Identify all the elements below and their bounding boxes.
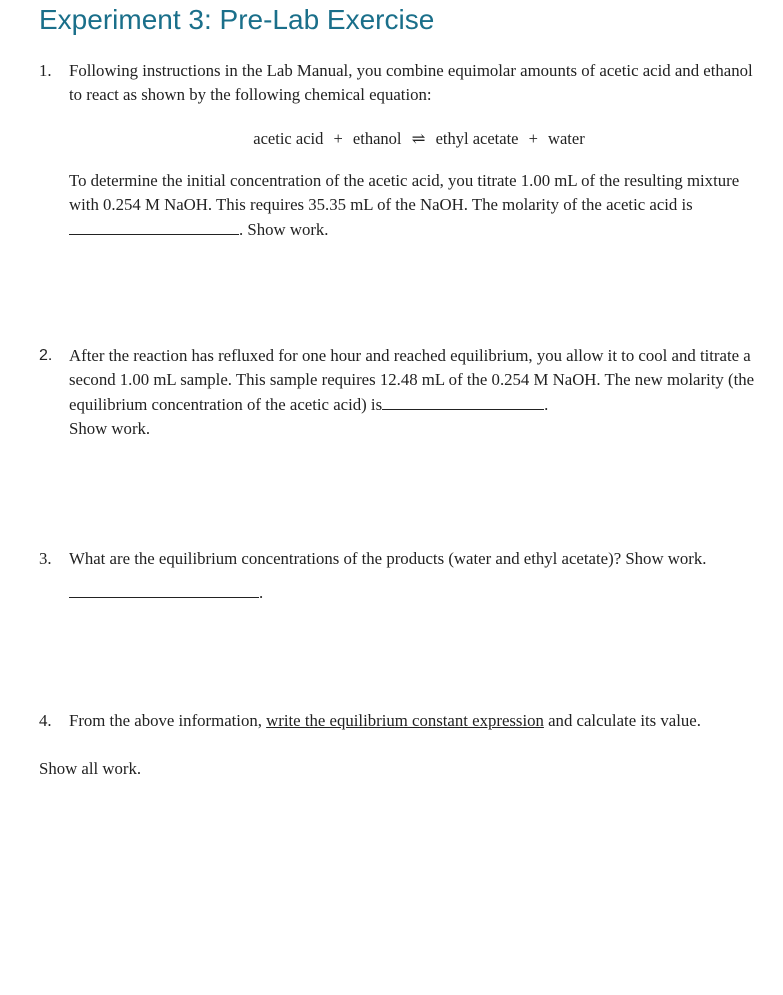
reactant-ethanol: ethanol — [352, 129, 402, 148]
question-text-content: After the reaction has refluxed for one hour and reached equilibrium, you allow it to cool and titrate a second 1.00 mL sample. This sample requires 12.48 mL of the 0.254 M NaOH. The new molarity (the equilibrium concentration of the acetic acid) is — [69, 346, 755, 414]
question-number: 4. — [39, 711, 52, 730]
after-blank-text: . Show work. — [239, 220, 329, 239]
question-number: 2. — [39, 347, 53, 364]
answer-blank[interactable] — [69, 217, 239, 235]
plus-sign: + — [528, 129, 538, 148]
reactant-acetic-acid: acetic acid — [253, 129, 324, 148]
question-4 — [39, 709, 769, 733]
question-body — [69, 59, 769, 242]
answer-line — [69, 580, 769, 605]
question-text — [69, 344, 769, 417]
question-text-content: To determine the initial concentration of the acetic acid, you titrate 1.00 mL of the resulting mixture with 0.254 M NaOH. This requires 35.35 mL of the NaOH. The molarity of the acetic acid is — [69, 171, 740, 214]
question-text — [69, 169, 769, 242]
equilibrium-arrow-icon: ⇌ — [411, 129, 426, 148]
question-text-after: and calculate its value. — [543, 711, 701, 730]
question-intro: Following instructions in the Lab Manual, you combine equimolar amounts of acetic acid and ethanol to react as shown by the following chemical equation: — [69, 61, 753, 104]
question-3 — [39, 547, 769, 605]
question-text-before: From the above information, — [69, 711, 267, 730]
question-body — [69, 344, 769, 441]
product-water: water — [548, 129, 585, 148]
page-title: Experiment 3: Pre-Lab Exercise — [39, 4, 435, 35]
after-blank-text: . — [259, 583, 264, 602]
chemical-equation — [69, 127, 769, 151]
after-blank-text: . — [544, 395, 549, 414]
show-work-label: Show work. — [69, 419, 151, 438]
question-text: What are the equilibrium concentrations of the products (water and ethyl acetate)? Show work. — [69, 549, 707, 568]
question-number: 3. — [39, 549, 52, 568]
question-2 — [39, 344, 769, 441]
answer-blank[interactable] — [382, 392, 544, 410]
question-body — [69, 709, 769, 733]
product-ethyl-acetate: ethyl acetate — [435, 129, 519, 148]
question-1 — [39, 59, 769, 242]
question-body — [69, 547, 769, 605]
answer-blank[interactable] — [69, 580, 259, 598]
show-all-work-note: Show all work. — [39, 759, 142, 778]
plus-sign: + — [333, 129, 343, 148]
question-number: 1. — [39, 61, 52, 80]
underlined-instruction: write the equilibrium constant expression — [266, 711, 544, 730]
